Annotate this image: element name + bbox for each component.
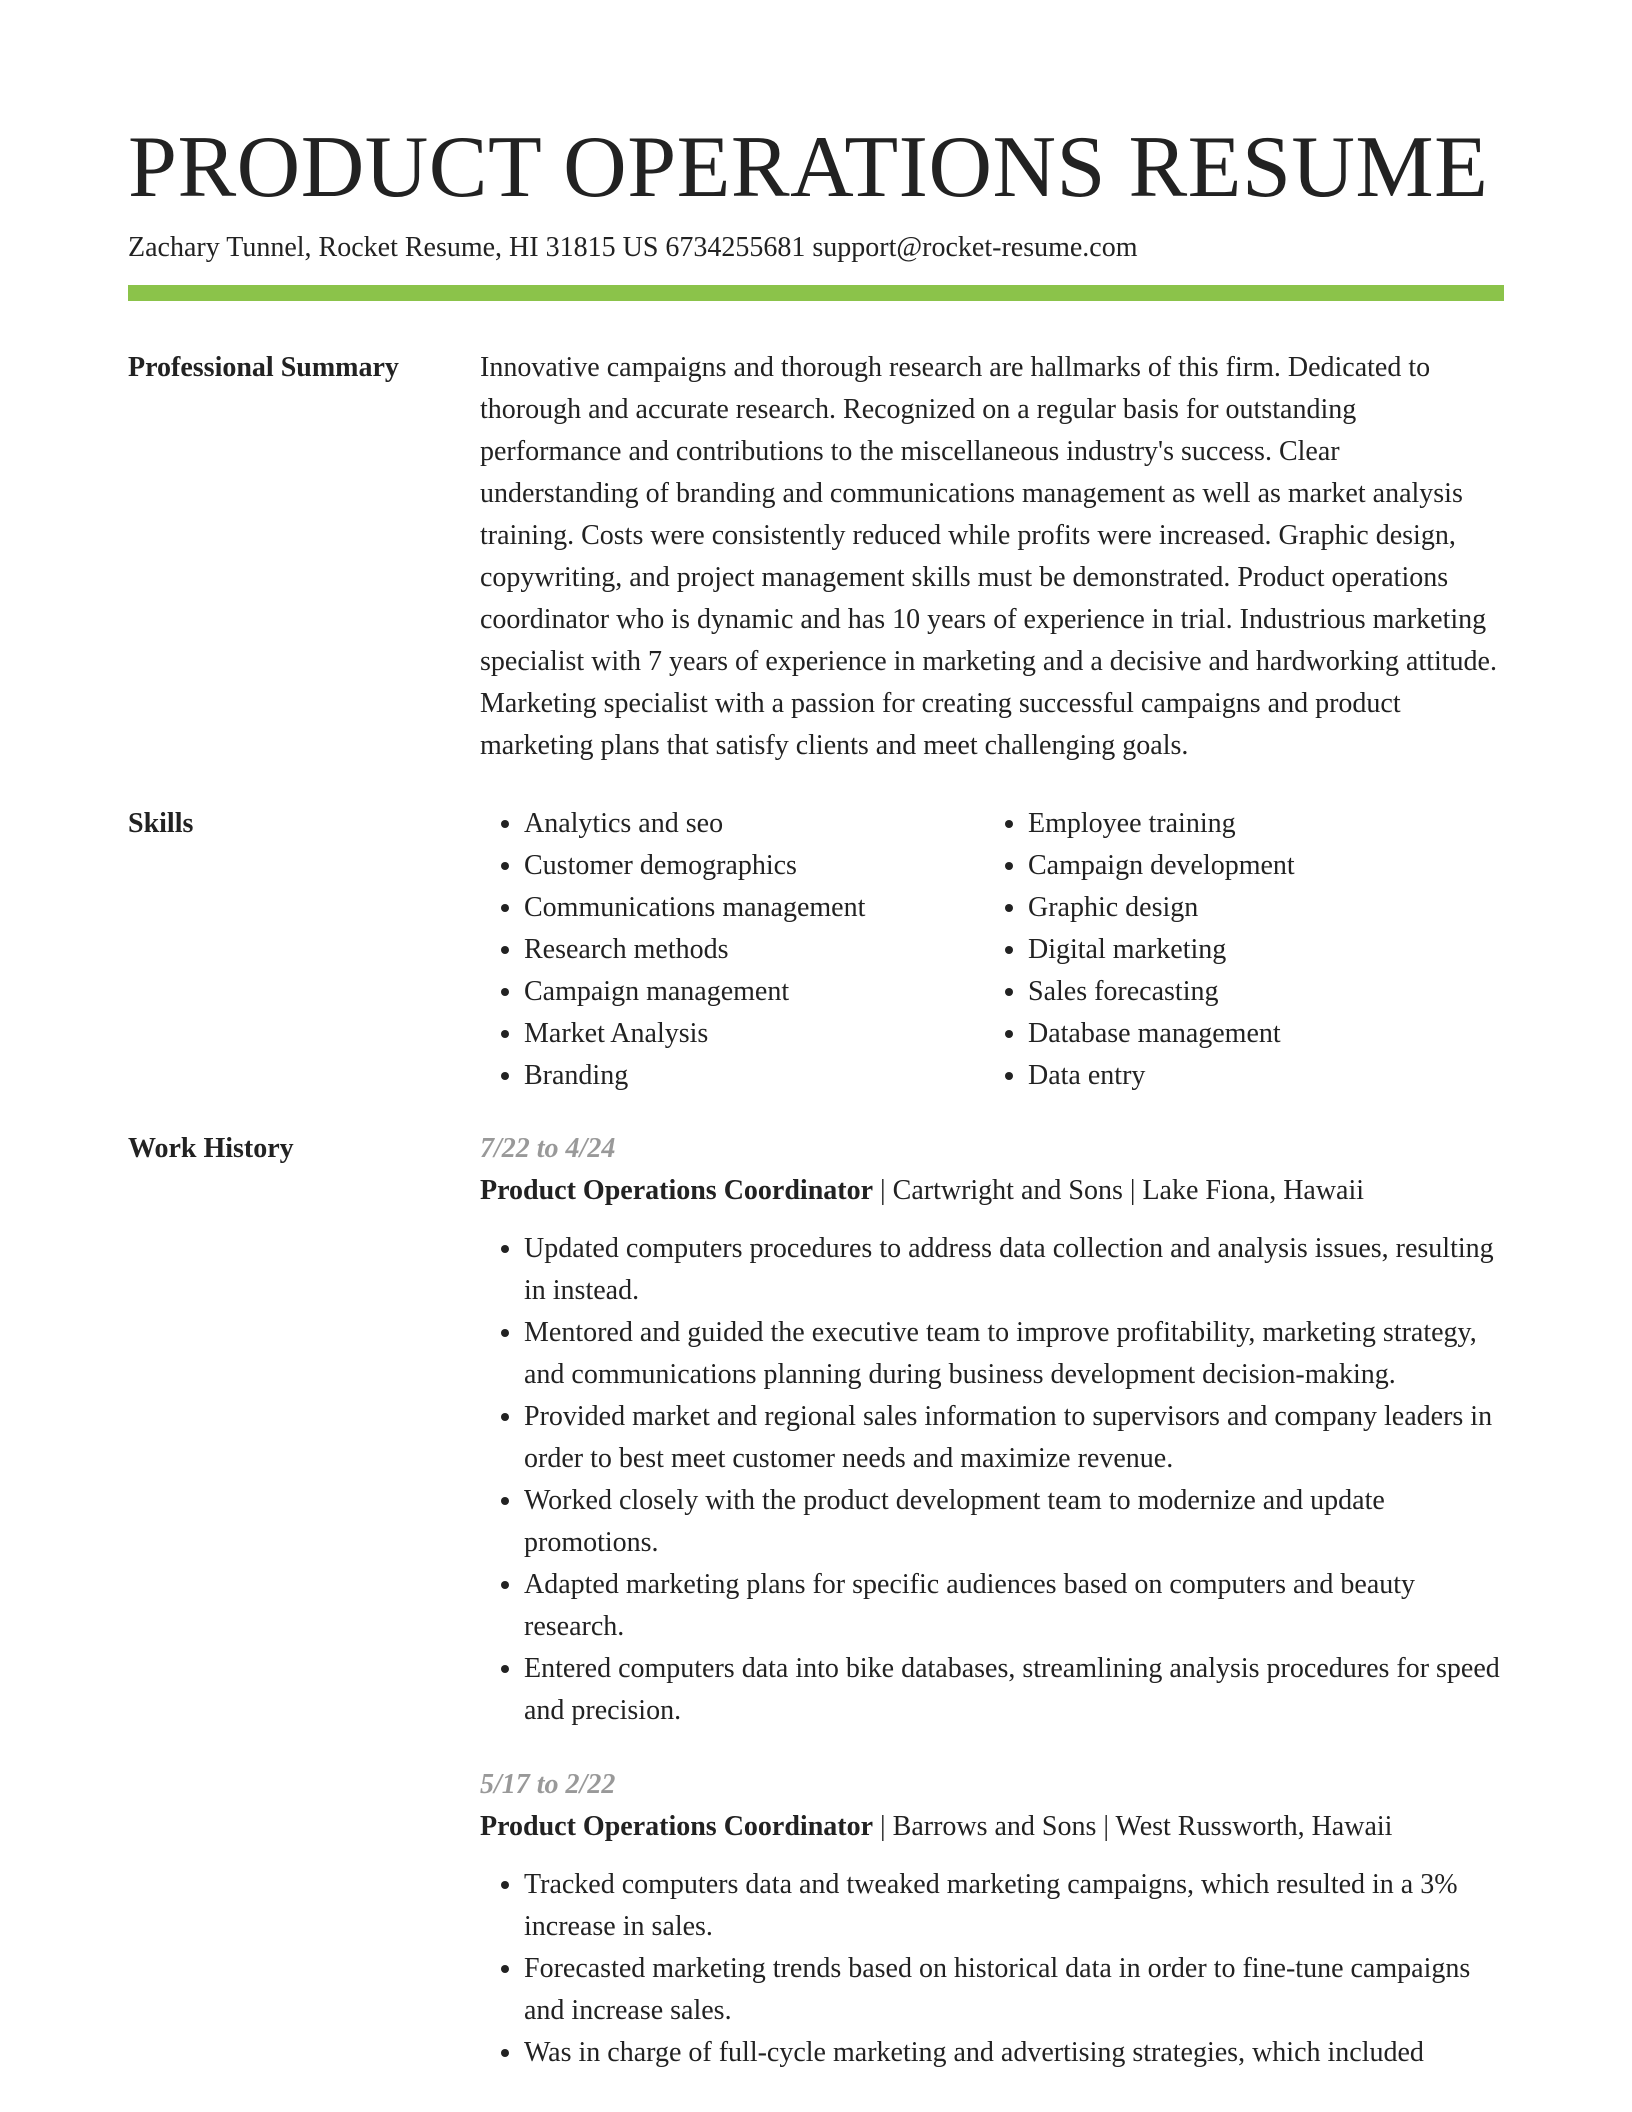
job-employer-location: | Cartwright and Sons | Lake Fiona, Hawaii <box>873 1175 1365 1206</box>
skill-item: • Digital marketing <box>1028 929 1488 971</box>
job-dates: 7/22 to 4/24 <box>480 1133 616 1164</box>
skill-item: • Graphic design <box>1028 887 1488 929</box>
skill-item: • Market Analysis <box>524 1013 984 1055</box>
skill-item: • Customer demographics <box>524 845 984 887</box>
professional-summary-body <box>480 347 1504 767</box>
job-bullet: • Mentored and guided the executive team to improve profitability, marketing strategy, and communications planning during business development decision-making. <box>524 1312 1504 1396</box>
accent-divider <box>128 285 1504 301</box>
section-heading-skills: Skills <box>128 808 194 839</box>
job-bullet: • Forecasted marketing trends based on historical data in order to fine-tune campaigns and increase sales. <box>524 1948 1504 2032</box>
skills-grid <box>480 803 1504 1097</box>
skill-item: • Research methods <box>524 929 984 971</box>
job-bullet: • Adapted marketing plans for specific audiences based on computers and beauty research. <box>524 1564 1504 1648</box>
skill-item: • Campaign development <box>1028 845 1488 887</box>
job-bullet: • Updated computers procedures to address data collection and analysis issues, resulting in instead. <box>524 1228 1504 1312</box>
skills-list-left <box>480 803 984 1097</box>
section-heading-professional-summary: Professional Summary <box>128 352 399 383</box>
job-bullets <box>480 1228 1504 1732</box>
job-bullet: • Entered computers data into bike databases, streamlining analysis procedures for speed and precision. <box>524 1648 1504 1732</box>
skill-item: • Branding <box>524 1055 984 1097</box>
job-bullet: • Provided market and regional sales information to supervisors and company leaders in order to best meet customer needs and maximize revenue. <box>524 1396 1504 1480</box>
skill-item: • Employee training <box>1028 803 1488 845</box>
skill-item: • Campaign management <box>524 971 984 1013</box>
job-entry <box>480 1764 1504 2074</box>
section-heading-work-history: Work History <box>128 1133 294 1164</box>
skill-item: • Analytics and seo <box>524 803 984 845</box>
job-title: Product Operations Coordinator <box>480 1811 874 1842</box>
job-bullet: • Tracked computers data and tweaked marketing campaigns, which resulted in a 3% increase in sales. <box>524 1864 1504 1948</box>
skill-item: • Database management <box>1028 1013 1488 1055</box>
skill-item: • Data entry <box>1028 1055 1488 1097</box>
skills-list-right <box>984 803 1488 1097</box>
skill-item: • Sales forecasting <box>1028 971 1488 1013</box>
job-bullets <box>480 1864 1504 2074</box>
work-history-body <box>480 1128 1504 2106</box>
job-bullet: • Worked closely with the product development team to modernize and update promotions. <box>524 1480 1504 1564</box>
job-title: Product Operations Coordinator <box>480 1175 874 1206</box>
job-bullet: • Was in charge of full-cycle marketing and advertising strategies, which included <box>524 2032 1504 2074</box>
job-heading <box>480 1806 1504 1848</box>
job-heading <box>480 1170 1504 1212</box>
skill-item: • Communications management <box>524 887 984 929</box>
job-employer-location: | Barrows and Sons | West Russworth, Hawaii <box>873 1811 1393 1842</box>
job-dates: 5/17 to 2/22 <box>480 1769 616 1800</box>
summary-paragraph: Innovative campaigns and thorough research are hallmarks of this firm. Dedicated to thorough and accurate research. Recognized on a regular basis for outstanding performance and contributions to the miscellaneous industry's success. Clear understanding of branding and communications management as well as market analysis training. Costs were consistently reduced while profits were increased. Graphic design, copywriting, and project management skills must be demonstrated. Product operations coordinator who is dynamic and has 10 years of experience in trial. Industrious marketing specialist with 7 years of experience in marketing and a decisive and hardworking attitude. Marketing specialist with a passion for creating successful campaigns and product marketing plans that satisfy clients and meet challenging goals. <box>480 352 1497 761</box>
contact-line: Zachary Tunnel, Rocket Resume, HI 31815 US 6734255681 support@rocket-resume.com <box>128 232 1138 263</box>
job-entry <box>480 1128 1504 1732</box>
page-title: PRODUCT OPERATIONS RESUME <box>128 119 1489 216</box>
